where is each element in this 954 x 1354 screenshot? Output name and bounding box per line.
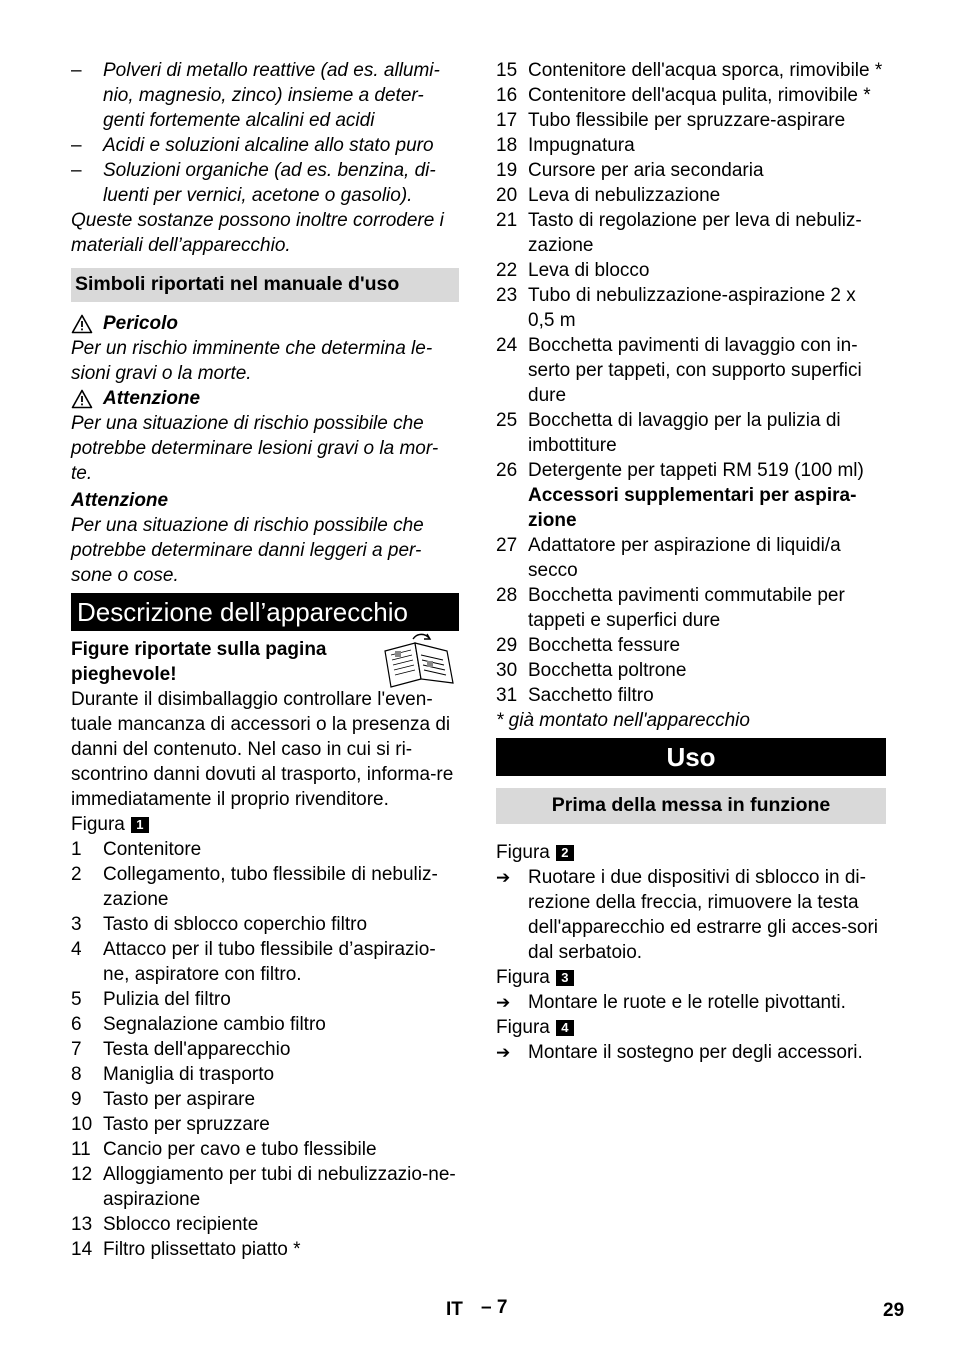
list-item: 10 Tasto per spruzzare: [71, 1114, 270, 1135]
list-item: 19 Cursore per aria secondaria: [496, 160, 764, 181]
step-item: ➔ Montare le ruote e le rotelle pivottanti.: [496, 992, 846, 1013]
list-item: – Polveri di metallo reattive (ad es. allumi-nio, magnesio, zinco) insieme a deter-genti fortemente alcalini ed acidi: [71, 60, 440, 131]
list-item: 7 Testa dell'apparecchio: [71, 1039, 291, 1060]
fold-out-title: Figure riportate sulla pagina pieghevole!: [71, 639, 327, 685]
list-item: 23 Tubo di nebulizzazione-aspirazione 2 x 0,5 m: [496, 285, 856, 331]
list-item: 13 Sblocco recipiente: [71, 1214, 259, 1235]
list-item: 18 Impugnatura: [496, 135, 635, 156]
danger-label: Pericolo: [103, 313, 178, 334]
hazard-list: [71, 58, 459, 208]
symbols-heading: Simboli riportati nel manuale d'uso: [71, 268, 459, 302]
open-book-icon: [377, 633, 459, 689]
list-item: 8 Maniglia di trasporto: [71, 1064, 275, 1085]
list-item: 28 Bocchetta pavimenti commutabile per tappeti e superfici dure: [496, 585, 845, 631]
list-item: 4 Attacco per il tubo flessibile d’aspirazio-ne, aspiratore con filtro.: [71, 939, 436, 985]
list-item: – Acidi e soluzioni alcaline allo stato puro: [71, 135, 434, 156]
list-item: 11 Cancio per cavo e tubo flessibile: [71, 1139, 377, 1160]
first-use-heading: Prima della messa in funzione: [496, 788, 886, 824]
figure-3-ref: Figura 3: [496, 965, 886, 990]
list-item: 17 Tubo flessibile per spruzzare-aspirare: [496, 110, 846, 131]
list-item: 9 Tasto per aspirare: [71, 1089, 256, 1110]
warning-triangle-icon: [71, 314, 93, 334]
figure-4-ref: Figura 4: [496, 1015, 886, 1040]
description-heading: Descrizione dell’apparecchio: [71, 593, 459, 631]
figure-number-badge: 4: [556, 1020, 574, 1036]
list-item: 30 Bocchetta poltrone: [496, 660, 687, 681]
danger-text: Per un rischio imminente che determina le-sioni gravi o la morte.: [71, 338, 433, 384]
footnote: * già montato nell'apparecchio: [496, 710, 750, 731]
list-item: 31 Sacchetto filtro: [496, 685, 654, 706]
language-code: IT: [446, 1299, 463, 1320]
list-item: 22 Leva di blocco: [496, 260, 650, 281]
step-item: ➔ Ruotare i due dispositivi di sblocco in di-rezione della freccia, rimuovere la testa dell'apparecchio ed estrarre gli acces-sori dal serbatoio.: [496, 867, 879, 963]
caution-text: Per una situazione di rischio possibile che potrebbe determinare danni leggeri a per-sone o cose.: [71, 515, 424, 586]
arrow-right-icon: ➔: [496, 1043, 511, 1062]
list-item: 26 Detergente per tappeti RM 519 (100 ml): [496, 460, 864, 481]
list-item: 2 Collegamento, tubo flessibile di nebuliz-zazione: [71, 864, 438, 910]
step-item: ➔ Montare il sostegno per degli accessori.: [496, 1042, 863, 1063]
hazard-note: Queste sostanze possono inoltre corrodere i materiali dell’apparecchio.: [71, 210, 444, 256]
warning-triangle-icon: [71, 389, 93, 409]
use-heading: Uso: [496, 738, 886, 776]
list-item: 1 Contenitore: [71, 839, 202, 860]
list-item: 6 Segnalazione cambio filtro: [71, 1014, 326, 1035]
list-item: 29 Bocchetta fessure: [496, 635, 681, 656]
list-item: 15 Contenitore dell'acqua sporca, rimovibile *: [496, 60, 883, 81]
section-page-number: – 7: [481, 1297, 508, 1318]
figure-2-ref: Figura 2: [496, 840, 886, 865]
list-item: 27 Adattatore per aspirazione di liquidi/a secco: [496, 535, 841, 581]
figure-number-badge: 2: [556, 845, 574, 861]
fold-out-note: [71, 637, 459, 687]
figure-number-badge: 1: [131, 817, 149, 833]
right-column: [496, 58, 886, 1065]
accessories-list: [496, 533, 886, 708]
arrow-right-icon: ➔: [496, 993, 511, 1012]
warning-label: Attenzione: [103, 388, 201, 409]
list-item: 5 Pulizia del filtro: [71, 989, 231, 1010]
page-number: 29: [883, 1300, 905, 1321]
danger-label-row: [71, 311, 459, 336]
list-item: 14 Filtro plissettato piatto *: [71, 1239, 301, 1260]
left-column: [71, 58, 459, 1262]
list-item: 3 Tasto di sblocco coperchio filtro: [71, 914, 368, 935]
list-item: 21 Tasto di regolazione per leva di nebuliz-zazione: [496, 210, 862, 256]
figure-1-ref: Figura 1: [71, 812, 459, 837]
list-item: – Soluzioni organiche (ad es. benzina, di-luenti per vernici, acetone o gasolio).: [71, 160, 436, 206]
parts-list-left: [71, 837, 459, 1262]
accessories-heading: Accessori supplementari per aspira-zione: [528, 485, 857, 531]
arrow-right-icon: ➔: [496, 868, 511, 887]
warning-text: Per una situazione di rischio possibile che potrebbe determinare lesioni gravi o la mor-te.: [71, 413, 439, 484]
list-item: 12 Alloggiamento per tubi di nebulizzazio-ne-aspirazione: [71, 1164, 456, 1210]
list-item: 24 Bocchetta pavimenti di lavaggio con in-serto per tappeti, con supporto superfici dure: [496, 335, 862, 406]
list-item: 20 Leva di nebulizzazione: [496, 185, 721, 206]
list-item: 16 Contenitore dell'acqua pulita, rimovibile *: [496, 85, 871, 106]
list-item: 25 Bocchetta di lavaggio per la pulizia di imbottiture: [496, 410, 841, 456]
figure-number-badge: 3: [556, 970, 574, 986]
parts-list-right: [496, 58, 886, 483]
warning-label-row: [71, 386, 459, 411]
unpack-text: Durante il disimballaggio controllare l'even-tuale mancanza di accessori o la presenza di danni del contenuto. Nel caso in cui si ri-scontrino danni dovuti al trasporto, informa-re immediatamente il proprio rivenditore.: [71, 689, 454, 810]
caution-label: Attenzione: [71, 490, 169, 511]
